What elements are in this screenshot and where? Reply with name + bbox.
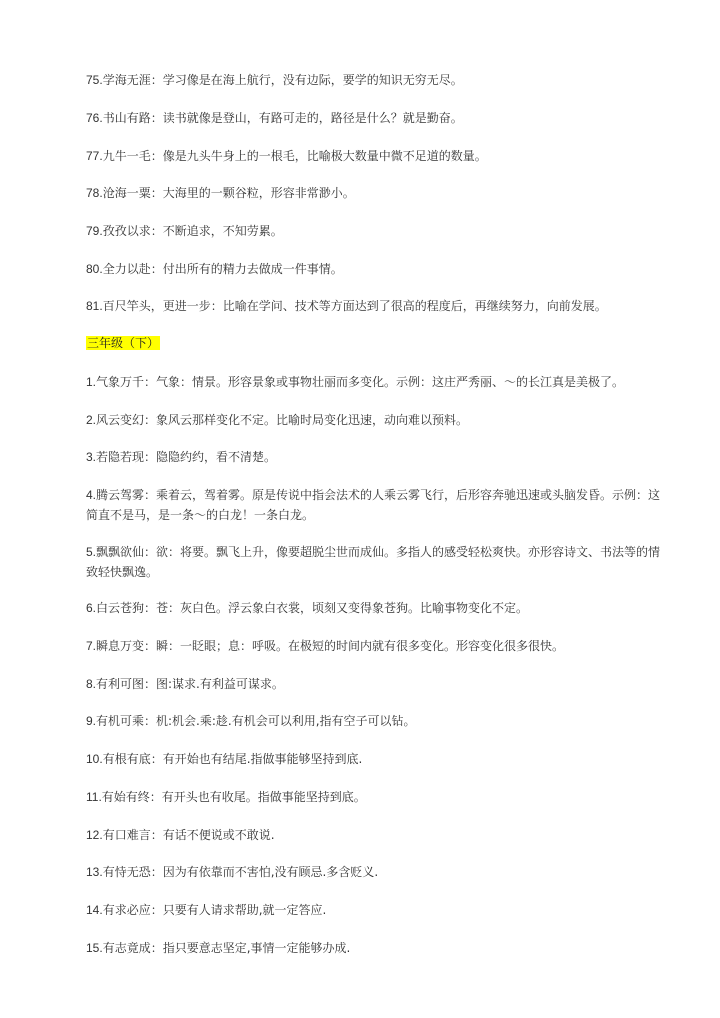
entry-number: 76.: [86, 111, 103, 125]
entry-text: 腾云驾雾：乘着云，驾着雾。原是传说中指会法术的人乘云雾飞行，后形容奔驰迅速或头脑发昏。示例：这简直不是马，是一条～的白龙！一条白龙。: [86, 488, 661, 522]
list-item: [86, 221, 666, 241]
entry-text: 有求必应：只要有人请求帮助,就一定答应.: [102, 903, 327, 917]
entry-number: 75.: [86, 73, 103, 87]
entry-number: 2.: [86, 413, 97, 427]
list-item: [86, 711, 666, 731]
list-item: [86, 825, 666, 845]
list-item: [86, 70, 666, 90]
list-item: [86, 410, 666, 430]
entry-number: 5.: [86, 545, 97, 559]
list-item: [86, 636, 666, 656]
entry-text: 有志竟成：指只要意志坚定,事情一定能够办成.: [102, 941, 351, 955]
entry-number: 13.: [86, 865, 103, 879]
list-item: [86, 598, 666, 618]
entry-number: 77.: [86, 149, 103, 163]
section-heading: [86, 334, 160, 352]
entry-text: 书山有路：读书就像是登山，有路可走的，路径是什么？就是勤奋。: [102, 111, 463, 125]
entry-text: 飘飘欲仙：欲：将要。飘飞上升，像要超脱尘世而成仙。多指人的感受轻松爽快。亦形容诗文、书法等的情致轻快飘逸。: [86, 545, 661, 579]
list-item: [86, 447, 666, 467]
entry-text: 白云苍狗：苍：灰白色。浮云象白衣裳，顷刻又变得象苍狗。比喻事物变化不定。: [96, 601, 529, 615]
list-item: [86, 862, 666, 882]
list-item: [86, 900, 666, 920]
entry-text: 有根有底：有开始也有结尾.指做事能够坚持到底.: [102, 752, 363, 766]
list-item: [86, 485, 666, 525]
list-item: [86, 296, 666, 316]
entry-text: 有恃无恐：因为有依靠而不害怕,没有顾忌.多含贬义.: [102, 865, 379, 879]
entry-text: 学海无涯：学习像是在海上航行，没有边际，要学的知识无穷无尽。: [102, 73, 463, 87]
entry-number: 4.: [86, 488, 97, 502]
entry-number: 6.: [86, 601, 97, 615]
entry-number: 11.: [86, 790, 102, 804]
entry-text: 若隐若现：隐隐约约，看不清楚。: [96, 450, 277, 464]
entry-number: 81.: [86, 299, 103, 313]
list-item: [86, 146, 666, 166]
entry-number: 80.: [86, 262, 103, 276]
entry-text: 有利可图：图:谋求.有利益可谋求。: [96, 677, 284, 691]
entry-number: 14.: [86, 903, 103, 917]
entry-text: 沧海一粟：大海里的一颗谷粒，形容非常渺小。: [102, 186, 355, 200]
entry-number: 10.: [86, 752, 103, 766]
entry-number: 1.: [86, 375, 97, 389]
entry-number: 7.: [86, 639, 97, 653]
entry-text: 有口难言：有话不便说或不敢说.: [102, 828, 275, 842]
entry-text: 气象万千：气象：情景。形容景象或事物壮丽而多变化。示例：这庄严秀丽、～的长江真是美极了。: [96, 375, 625, 389]
entry-number: 78.: [86, 186, 103, 200]
entry-number: 12.: [86, 828, 103, 842]
list-item: [86, 259, 666, 279]
entry-text: 全力以赴：付出所有的精力去做成一件事情。: [102, 262, 343, 276]
list-item: [86, 787, 666, 807]
list-item: [86, 749, 666, 769]
entry-number: 79.: [86, 224, 103, 238]
entry-text: 九牛一毛：像是九头牛身上的一根毛，比喻极大数量中微不足道的数量。: [102, 149, 487, 163]
entry-text: 孜孜以求：不断追求，不知劳累。: [102, 224, 283, 238]
entry-number: 9.: [86, 714, 97, 728]
list-item: [86, 938, 666, 958]
list-item: [86, 542, 666, 582]
entry-text: 有机可乘：机:机会.乘:趁.有机会可以利用,指有空子可以钻。: [96, 714, 416, 728]
entry-text: 百尺竿头，更进一步：比喻在学问、技术等方面达到了很高的程度后，再继续努力，向前发展。: [102, 299, 607, 313]
entry-number: 3.: [86, 450, 97, 464]
list-item: [86, 108, 666, 128]
entry-number: 8.: [86, 677, 97, 691]
entry-text: 瞬息万变：瞬：一眨眼；息：呼吸。在极短的时间内就有很多变化。形容变化很多很快。: [96, 639, 565, 653]
entry-number: 15.: [86, 941, 103, 955]
list-item: [86, 372, 666, 392]
section-heading-text: 三年级（下）: [87, 336, 160, 350]
list-item: [86, 183, 666, 203]
list-item: [86, 674, 666, 694]
entry-text: 有始有终：有开头也有收尾。指做事能坚持到底。: [101, 790, 366, 804]
entry-text: 风云变幻：象风云那样变化不定。比喻时局变化迅速，动向难以预料。: [96, 413, 469, 427]
